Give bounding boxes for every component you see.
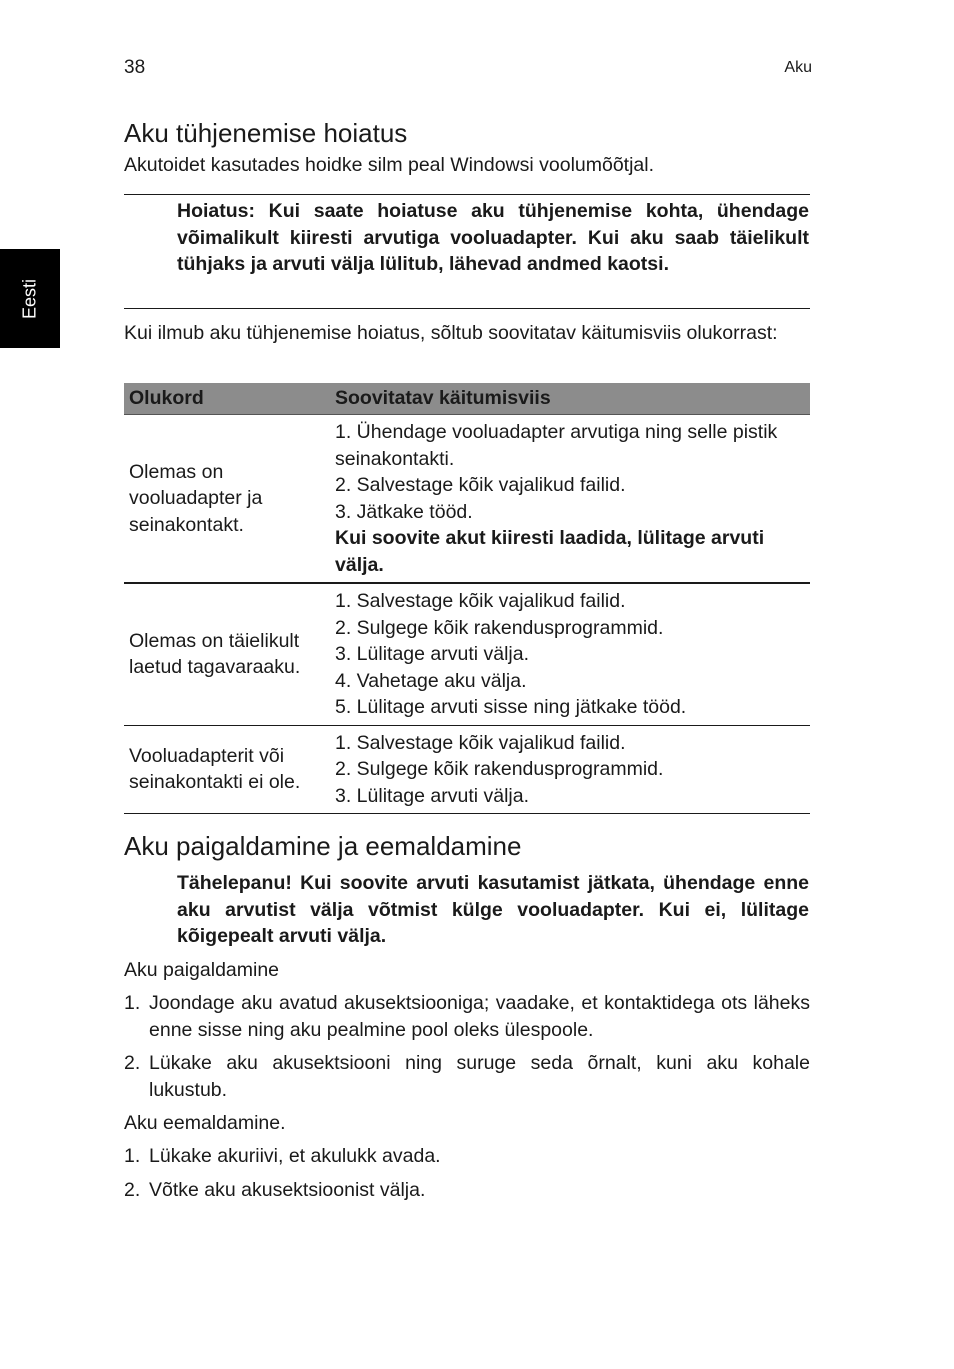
action-step: 2. Salvestage kõik vajalikud failid. [335, 474, 626, 496]
list-item-number: 2. [124, 1052, 141, 1074]
list-item [124, 990, 810, 1043]
section-title-install-remove: Aku paigaldamine ja eemaldamine [124, 831, 522, 861]
table-row [124, 725, 810, 814]
remove-steps-list [124, 1143, 810, 1203]
page-number: 38 [124, 57, 146, 78]
warning-bottom-rule [124, 308, 810, 309]
action-note: Kui soovite akut kiiresti laadida, lülitage arvuti välja. [335, 527, 765, 576]
remove-heading: Aku eemaldamine. [124, 1112, 286, 1134]
table-row [124, 583, 810, 725]
action-step: 1. Ühendage vooluadapter arvutiga ning selle pistik seinakontakti. [335, 421, 778, 470]
list-item-number: 1. [124, 992, 141, 1014]
action-step: 2. Sulgege kõik rakendusprogrammid. [335, 616, 664, 639]
warning-top-rule [124, 194, 810, 195]
install-heading: Aku paigaldamine [124, 959, 280, 981]
situation-cell: Olemas on täielikult laetud tagavaraaku. [124, 583, 330, 725]
list-item [124, 1177, 810, 1204]
action-step: 1. Salvestage kõik vajalikud failid. [335, 590, 626, 612]
list-item-text: Lükake aku akusektsiooni ning suruge seda õrnalt, kuni aku kohale lukustub. [149, 1052, 810, 1101]
list-item-text: Lükake akuriivi, et akulukk avada. [149, 1145, 441, 1167]
action-step: 3. Jätkake tööd. [335, 500, 473, 523]
list-item [124, 1050, 810, 1103]
table-header-row [124, 383, 810, 415]
situation-table [124, 383, 810, 814]
situation-cell: Vooluadapterit või seinakontakti ei ole. [124, 725, 330, 814]
list-item-number: 2. [124, 1178, 141, 1201]
action-step: 5. Lülitage arvuti sisse ning jätkake tööd. [335, 696, 687, 718]
situation-cell: Olemas on vooluadapter ja seinakontakt. [124, 415, 330, 584]
section-title-low-battery: Aku tühjenemise hoiatus [124, 118, 408, 148]
running-title: Aku [784, 59, 812, 76]
header-recommended-action: Soovitatav käitumisviis [330, 383, 810, 415]
list-item-text: Võtke aku akusektsioonist välja. [149, 1178, 426, 1201]
language-tab [0, 249, 60, 348]
language-tab-label: Eesti [19, 278, 40, 320]
section-intro: Akutoidet kasutades hoidke silm peal Windowsi voolumõõtjal. [124, 154, 655, 176]
action-cell [330, 583, 810, 725]
action-step: 3. Lülitage arvuti välja. [335, 643, 530, 665]
action-cell [330, 725, 810, 814]
action-step: 1. Salvestage kõik vajalikud failid. [335, 731, 626, 754]
table-lead-text: Kui ilmub aku tühjenemise hoiatus, sõltub soovitatav käitumisviis olukorrast: [124, 322, 778, 344]
action-step: 3. Lülitage arvuti välja. [335, 784, 530, 807]
list-item [124, 1143, 810, 1170]
list-item-number: 1. [124, 1145, 141, 1167]
header-situation: Olukord [124, 383, 330, 415]
action-step: 2. Sulgege kõik rakendusprogrammid. [335, 758, 664, 780]
table-row [124, 415, 810, 584]
action-step: 4. Vahetage aku välja. [335, 669, 527, 692]
caution-text: Tähelepanu! Kui soovite arvuti kasutamist jätkata, ühendage enne aku arvutist välja võtmist külge vooluadapter. Kui ei, lülitage kõigepealt arvuti välja. [177, 872, 809, 947]
warning-text: Hoiatus: Kui saate hoiatuse aku tühjenemise kohta, ühendage võimalikult kiiresti arvutiga vooluadapter. Kui aku saab täielikult tühjaks ja arvuti välja lülitub, lähevad andmed kaotsi. [177, 200, 809, 275]
list-item-text: Joondage aku avatud akusektsiooniga; vaadake, et kontaktidega ots läheks enne sisse ning aku pealmine pool oleks ülespoole. [149, 992, 810, 1041]
action-cell [330, 415, 810, 584]
install-steps-list [124, 990, 810, 1103]
